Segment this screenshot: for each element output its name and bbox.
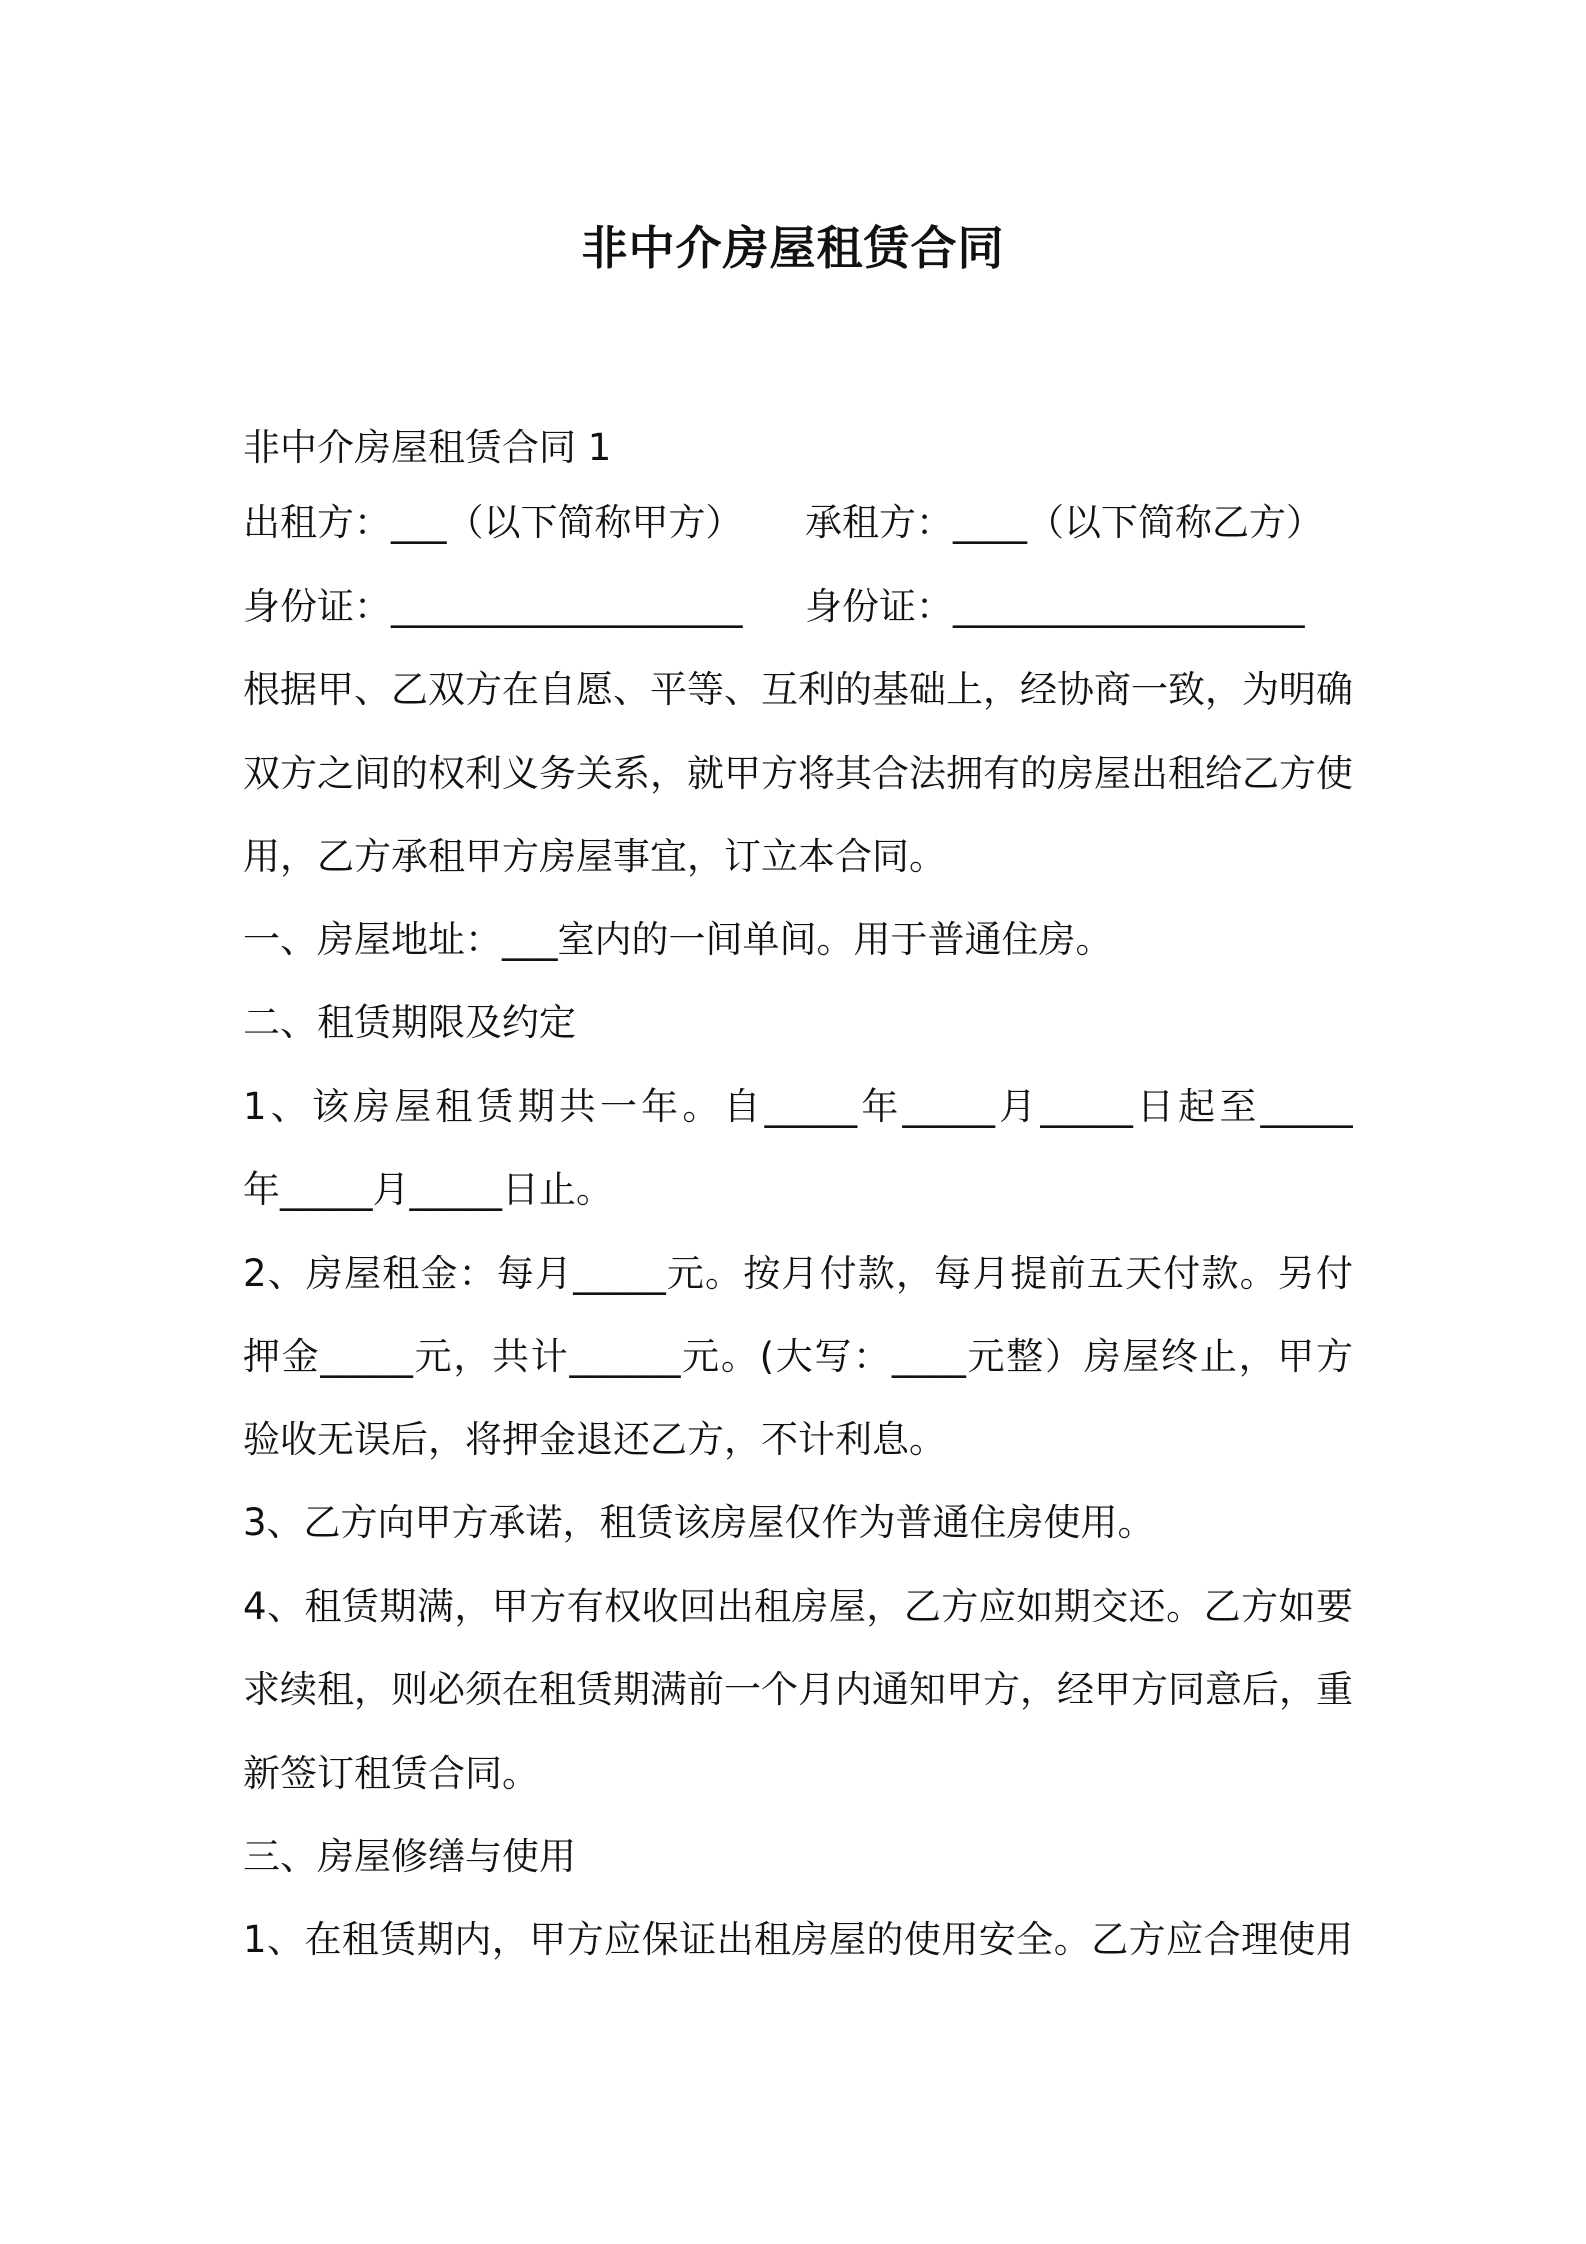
id-row [243,581,1353,633]
body-line: 2、房屋租金：每月_____元。按月付款，每月提前五天付款。另付 [243,1252,1353,1295]
lessor-id-field: 身份证：___________________ [243,585,743,628]
parties-row [243,497,1353,549]
body-line: 双方之间的权利义务关系，就甲方将其合法拥有的房屋出租给乙方使 [243,752,1353,795]
body-line: 验收无误后，将押金退还乙方，不计利息。 [243,1418,946,1461]
body-line: 用，乙方承租甲方房屋事宜，订立本合同。 [243,835,946,878]
body-line: 3、乙方向甲方承诺，租赁该房屋仅作为普通住房使用。 [243,1501,1155,1544]
body-line: 1、在租赁期内，甲方应保证出租房屋的使用安全。乙方应合理使用 [243,1918,1353,1961]
section-heading: 一、房屋地址：___室内的一间单间。用于普通住房。 [243,918,1113,961]
body-line: 年_____月_____日止。 [243,1168,613,1211]
contract-subtitle: 非中介房屋租赁合同 1 [243,426,612,469]
lessor-field: 出租方：___（以下简称甲方） [243,501,743,544]
body-line: 根据甲、乙双方在自愿、平等、互利的基础上，经协商一致，为明确 [243,668,1353,711]
body-line: 求续租，则必须在租赁期满前一个月内通知甲方，经甲方同意后，重 [243,1668,1353,1711]
lessee-field: 承租方：____（以下简称乙方） [805,501,1323,544]
lessee-id-field: 身份证：___________________ [805,585,1305,628]
section-heading: 三、房屋修缮与使用 [243,1835,576,1878]
body-line: 4、租赁期满，甲方有权收回出租房屋，乙方应如期交还。乙方如要 [243,1585,1353,1628]
section-heading: 二、租赁期限及约定 [243,1001,576,1044]
body-line: 押金_____元，共计______元。(大写：____元整）房屋终止，甲方 [243,1335,1353,1378]
body-line: 新签订租赁合同。 [243,1752,539,1795]
body-line: 1、该房屋租赁期共一年。自_____年_____月_____日起至_____ [243,1085,1353,1128]
document-title: 非中介房屋租赁合同 [581,221,1005,275]
